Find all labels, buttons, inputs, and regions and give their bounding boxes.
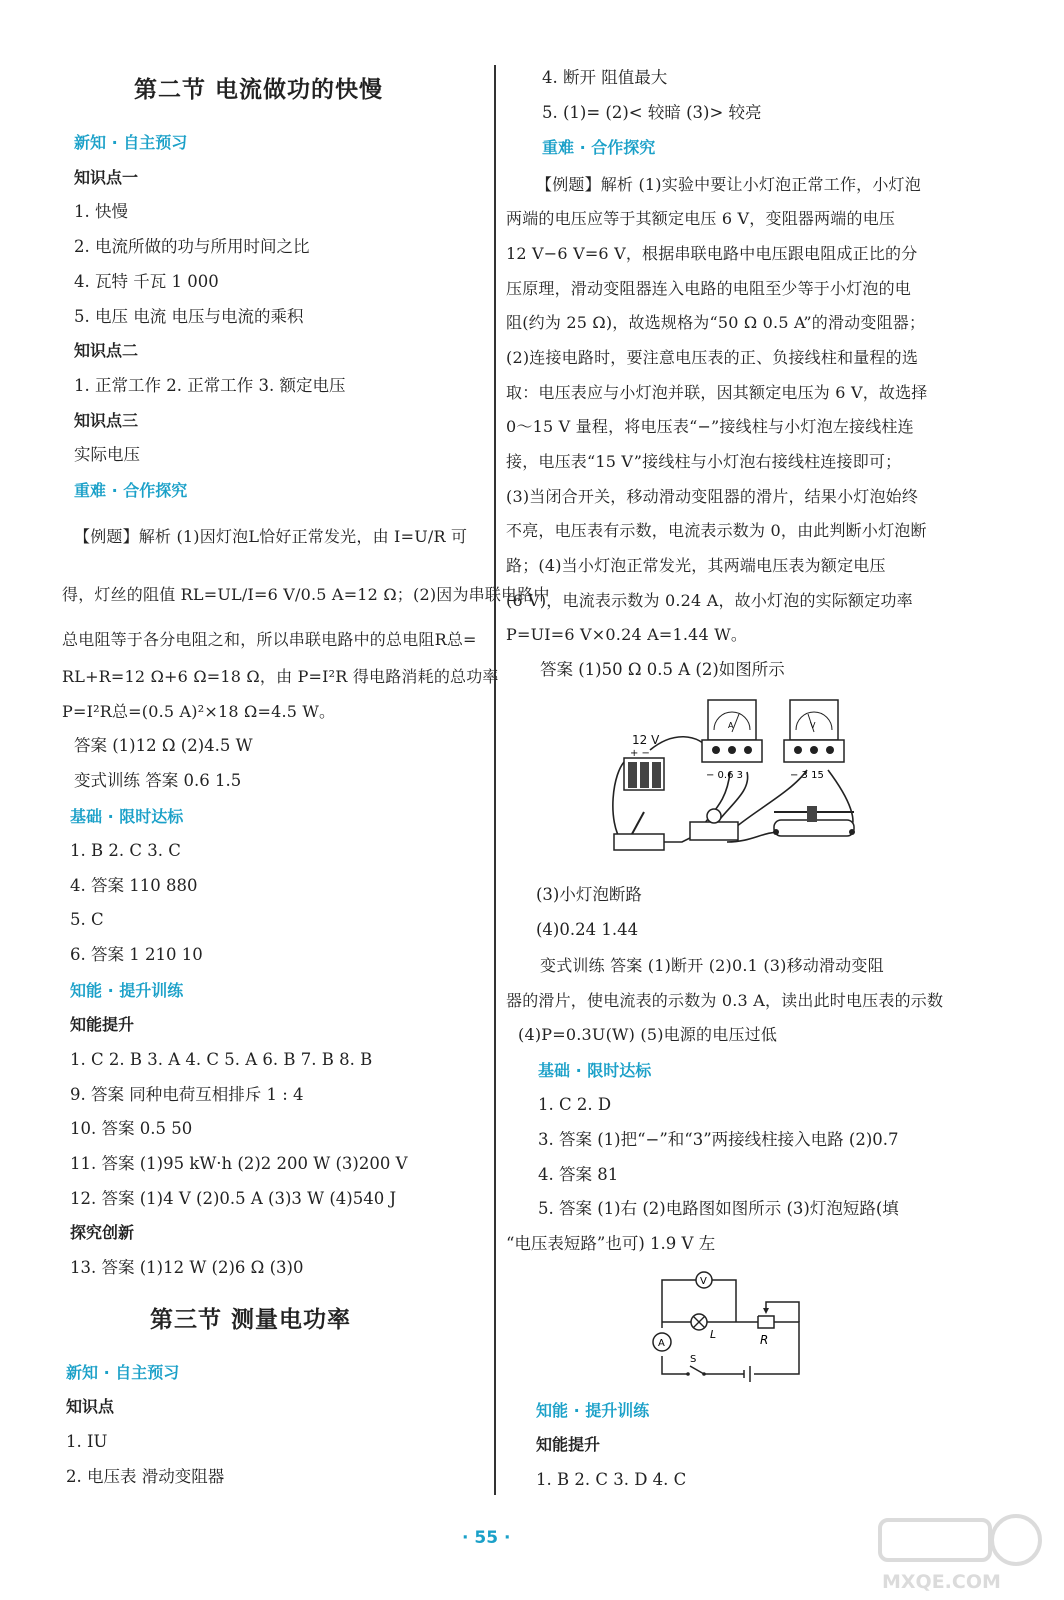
answer-line: 1. B 2. C 3. C	[70, 841, 181, 860]
voltmeter-symbol: V	[700, 1276, 707, 1287]
example-text: (2)连接电路时，要注意电压表的正、负接线柱和量程的选	[506, 348, 919, 367]
heading-ability: 知能 · 提升训练	[536, 1401, 650, 1420]
watermark-logo	[870, 1510, 1060, 1595]
knowledge-point-1: 知识点一	[74, 168, 139, 187]
battery-label: 12 V	[632, 733, 660, 747]
answer-line: 2. 电流所做的功与所用时间之比	[74, 237, 310, 256]
ammeter-scale: − 0.6 3	[706, 770, 744, 781]
answer-line: 2. 电压表 滑动变阻器	[66, 1467, 225, 1486]
example-text: (3)当闭合开关，移动滑动变阻器的滑片，结果小灯泡始终	[506, 487, 919, 506]
example-text: 得，灯丝的阻值 RL=UL/I=6 V/0.5 A=12 Ω；(2)因为串联电路中	[62, 585, 550, 604]
heading-preview-2: 新知 · 自主预习	[66, 1363, 180, 1382]
heading-explore: 重难 · 合作探究	[542, 138, 656, 157]
answer-line: 13. 答案 (1)12 W (2)6 Ω (3)0	[70, 1258, 304, 1277]
answer-line: 4. 答案 110 880	[70, 876, 198, 895]
page-number: · 55 ·	[462, 1528, 511, 1548]
answer-line: 实际电压	[74, 445, 140, 464]
ability-subheading: 知能提升	[536, 1435, 601, 1454]
answer-line: 9. 答案 同种电荷互相排斥 1 : 4	[70, 1085, 304, 1104]
answer-line: 12. 答案 (1)4 V (2)0.5 A (3)3 W (4)540 J	[70, 1189, 397, 1208]
answer-line: 3. 答案 (1)把“−”和“3”两接线柱接入电路 (2)0.7	[538, 1130, 899, 1149]
answer-line: 5. (1)= (2)< 较暗 (3)> 较亮	[542, 103, 762, 122]
rheostat-label: R	[760, 1333, 769, 1347]
answer-line: 4. 瓦特 千瓦 1 000	[74, 272, 219, 291]
example-text: 取：电压表应与小灯泡并联，因其额定电压为 6 V，故选择	[506, 383, 928, 402]
answer-line: 1. 快慢	[74, 202, 128, 221]
example-text: 接，电压表“15 V”接线柱与小灯泡右接线柱连接即可；	[506, 452, 902, 471]
answer-line: 4. 断开 阻值最大	[542, 68, 668, 87]
explore-subheading: 探究创新	[70, 1223, 135, 1242]
variant-training: 变式训练 答案 (1)断开 (2)0.1 (3)移动滑动变阻	[540, 956, 884, 975]
variant-training: (4)P=0.3U(W) (5)电源的电压过低	[518, 1025, 778, 1044]
knowledge-point-2: 知识点二	[74, 341, 139, 360]
example-text: 总电阻等于各分电阻之和，所以串联电路中的总电阻R总=	[62, 630, 477, 649]
answer-line: 4. 答案 81	[538, 1165, 619, 1184]
variant-training: 变式训练 答案 0.6 1.5	[74, 771, 242, 790]
answer-line: 11. 答案 (1)95 kW·h (2)2 200 W (3)200 V	[70, 1154, 408, 1173]
answer-line: 1. IU	[66, 1432, 108, 1451]
battery-polarity: + −	[630, 748, 650, 759]
example-text: P=I²R总=(0.5 A)²×18 Ω=4.5 W。	[62, 702, 336, 721]
heading-basic: 基础 · 限时达标	[70, 807, 184, 826]
circuit-diagram-figure	[646, 1266, 806, 1384]
circuit-apparatus-figure	[602, 692, 864, 864]
knowledge-point-3: 知识点三	[74, 411, 139, 430]
answer-line: 1. C 2. B 3. A 4. C 5. A 6. B 7. B 8. B	[70, 1050, 373, 1069]
answer-line: 答案 (1)50 Ω 0.5 A (2)如图所示	[540, 660, 785, 679]
example-text: 路；(4)当小灯泡正常发光，其两端电压表为额定电压	[506, 556, 886, 575]
switch-label: S	[690, 1354, 697, 1365]
answer-line: 1. 正常工作 2. 正常工作 3. 额定电压	[74, 376, 346, 395]
example-text: 【例题】解析 (1)实验中要让小灯泡正常工作，小灯泡	[536, 175, 921, 194]
heading-ability: 知能 · 提升训练	[70, 981, 184, 1000]
answer-line: 5. 答案 (1)右 (2)电路图如图所示 (3)灯泡短路(填	[538, 1199, 899, 1218]
ammeter-symbol: A	[658, 1338, 665, 1349]
example-text: 两端的电压应等于其额定电压 6 V，变阻器两端的电压	[506, 209, 896, 228]
answer-line: (3)小灯泡断路	[536, 885, 642, 904]
example-text: 压原理，滑动变阻器连入电路的电阻至少等于小灯泡的电	[506, 279, 912, 298]
column-divider	[494, 65, 496, 1495]
example-text: P=UI=6 V×0.24 A=1.44 W。	[506, 625, 748, 644]
example-text: RL+R=12 Ω+6 Ω=18 Ω，由 P=I²R 得电路消耗的总功率	[62, 667, 499, 686]
answer-line: 1. C 2. D	[538, 1095, 612, 1114]
answer-line: 6. 答案 1 210 10	[70, 945, 203, 964]
ammeter-letter: A	[728, 721, 734, 730]
answer-line: 5. C	[70, 910, 104, 929]
answer-line: 10. 答案 0.5 50	[70, 1119, 193, 1138]
example-text: 0～15 V 量程，将电压表“−”接线柱与小灯泡左接线柱连	[506, 417, 914, 436]
example-text: 12 V−6 V=6 V，根据串联电路中电压跟电阻成正比的分	[506, 244, 918, 263]
example-text: 【例题】解析 (1)因灯泡L恰好正常发光，由 I=U/R 可	[74, 527, 468, 546]
lamp-label: L	[710, 1328, 717, 1341]
answer-line: 答案 (1)12 Ω (2)4.5 W	[74, 736, 253, 755]
heading-preview: 新知 · 自主预习	[74, 133, 188, 152]
example-text: (6 V)，电流表示数为 0.24 A，故小灯泡的实际额定功率	[506, 591, 913, 610]
voltmeter-letter: V	[810, 721, 816, 730]
example-text: 不亮，电压表有示数，电流表示数为 0，由此判断小灯泡断	[506, 521, 927, 540]
section-title: 第二节 电流做功的快慢	[134, 77, 384, 103]
answer-line: 1. B 2. C 3. D 4. C	[536, 1470, 687, 1489]
knowledge-point: 知识点	[66, 1397, 115, 1416]
answer-line: (4)0.24 1.44	[536, 920, 639, 939]
answer-line: “电压表短路”也可) 1.9 V 左	[506, 1234, 716, 1253]
section-title-2: 第三节 测量电功率	[150, 1307, 352, 1333]
voltmeter-scale: − 3 15	[790, 770, 824, 781]
variant-training: 器的滑片，使电流表的示数为 0.3 A，读出此时电压表的示数	[506, 991, 944, 1010]
example-text: 阻(约为 25 Ω)，故选规格为“50 Ω 0.5 A”的滑动变阻器；	[506, 313, 926, 332]
ability-subheading: 知能提升	[70, 1015, 135, 1034]
heading-explore: 重难 · 合作探究	[74, 481, 188, 500]
heading-basic: 基础 · 限时达标	[538, 1061, 652, 1080]
watermark-text: MXQE.COM	[882, 1571, 1001, 1593]
answer-line: 5. 电压 电流 电压与电流的乘积	[74, 307, 304, 326]
